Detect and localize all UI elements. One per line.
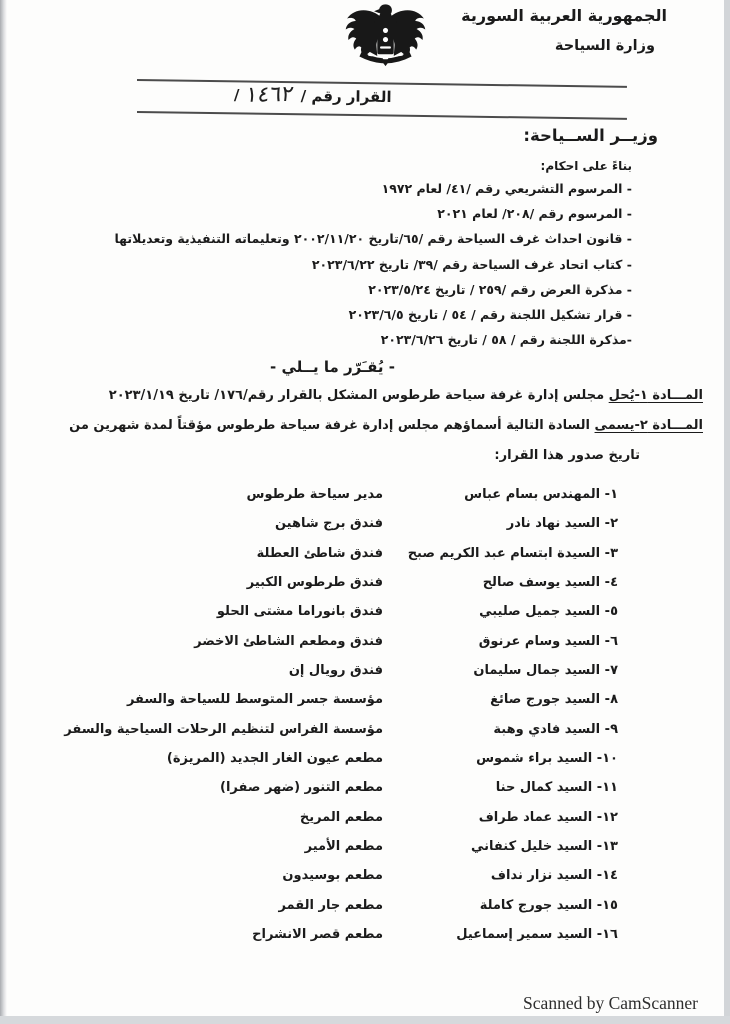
legal-basis-item: - قرار تشكيل اللجنة رقم / ٥٤ / تاريخ ٢٠٢٣/٦/٥	[348, 307, 632, 323]
member-row	[0, 806, 730, 835]
member-name	[479, 604, 618, 619]
member-full-name: السيد فادي وهبة	[493, 721, 601, 737]
member-entity: مطعم جار القمر	[278, 897, 383, 913]
member-row	[0, 688, 730, 717]
legal-basis-list	[114, 176, 632, 352]
decision-number-handwritten: ١٤٦٢	[245, 81, 297, 108]
member-full-name: السيد وسام عرنوق	[478, 633, 601, 649]
member-name	[408, 546, 618, 561]
legal-basis-item: - كتاب اتحاد غرف السياحة رقم /٣٩/ تاريخ ٢٠٢٣/٦/٢٢	[311, 256, 632, 272]
member-full-name: السيد كمال حنا	[495, 780, 593, 796]
member-number: ٦-	[604, 633, 618, 649]
member-full-name: السيد عماد طراف	[478, 809, 593, 825]
article-2-continuation: تاريخ صدور هذا القرار:	[494, 448, 640, 463]
member-number: ٨-	[604, 692, 618, 708]
member-entity: فندق طرطوس الكبير	[246, 575, 383, 591]
member-name	[496, 780, 618, 795]
legal-basis-item: -مذكرة اللجنة رقم / ٥٨ / تاريخ ٢٠٢٣/٦/٢٦	[380, 332, 632, 348]
member-name	[493, 722, 618, 737]
member-number: ١١-	[596, 780, 618, 796]
member-number: ١٠-	[596, 751, 618, 767]
member-name	[490, 692, 618, 707]
member-row	[0, 776, 730, 805]
camscanner-watermark: Scanned by CamScanner	[523, 993, 698, 1013]
member-row	[0, 747, 730, 776]
member-full-name: السيد جميل صليبي	[479, 604, 601, 620]
member-row	[0, 542, 730, 571]
member-full-name: السيد نهاد نادر	[506, 516, 601, 532]
legal-basis-item: - قانون احداث غرف السياحة رقم /٦٥/تاريخ ٢٠٠٢/١١/٢٠ وتعليماته التنفيذية وتعديلاتها	[114, 231, 632, 247]
decree-clause-heading: - يُقـَرّر ما يــلي -	[270, 358, 395, 376]
member-entity: فندق شاطئ العطلة	[256, 545, 383, 561]
member-row	[0, 894, 730, 923]
legal-basis-item: - مذكرة العرض رقم /٢٥٩ / تاريخ ٢٠٢٣/٥/٢٤	[368, 281, 632, 297]
member-entity: فندق ومطعم الشاطئ الاخضر	[194, 633, 383, 649]
member-entity: مؤسسة الفراس لتنظيم الرحلات السياحية والسفر	[64, 721, 383, 737]
member-name	[479, 810, 618, 825]
member-name	[464, 487, 618, 502]
member-number: ١٤-	[596, 868, 618, 884]
member-row	[0, 571, 730, 600]
member-entity: فندق بانوراما مشتى الحلو	[216, 604, 383, 620]
member-full-name: السيد خليل كنفاني	[471, 839, 593, 855]
member-name	[473, 663, 618, 678]
member-row	[0, 835, 730, 864]
member-name	[483, 575, 618, 590]
member-full-name: السيد جمال سليمان	[473, 663, 601, 679]
member-name	[471, 839, 618, 854]
article-2-head: المـــادة ٢-يسمى	[594, 418, 703, 433]
decision-number-line	[234, 81, 392, 108]
member-name	[491, 868, 618, 883]
member-entity: مطعم التنور (ضهر صفرا)	[220, 780, 383, 796]
member-entity: مطعم عيون الغار الجديد (المريزة)	[166, 751, 383, 767]
member-number: ٥-	[604, 604, 618, 620]
member-number: ١-	[604, 487, 618, 502]
member-entity: مطعم قصر الانشراح	[252, 927, 383, 943]
member-number: ١٦-	[596, 927, 618, 943]
member-entity: مطعم الأمير	[304, 839, 383, 855]
member-number: ١٥-	[596, 897, 618, 913]
member-row	[0, 923, 730, 952]
member-full-name: السيد جورج صائغ	[490, 692, 601, 708]
member-entity: مدير سياحة طرطوس	[246, 487, 383, 502]
member-number: ٤-	[604, 575, 618, 591]
member-row	[0, 864, 730, 893]
member-number: ٢-	[604, 516, 618, 532]
article-2	[69, 418, 703, 433]
member-entity: مطعم المريخ	[299, 809, 383, 825]
member-entity: مؤسسة جسر المتوسط للسياحة والسفر	[126, 692, 383, 708]
member-number: ٣-	[604, 545, 618, 561]
legal-basis-item: - المرسوم رقم /٢٠٨/ لعام ٢٠٢١	[437, 206, 632, 222]
republic-title: الجمهورية العربية السورية	[461, 6, 667, 25]
member-full-name: السيد نزار نداف	[490, 868, 593, 884]
member-number: ١٢-	[596, 809, 618, 825]
member-full-name: السيد براء شموس	[476, 751, 593, 767]
member-entity: مطعم بوسيدون	[282, 868, 383, 884]
ministry-title: وزارة السياحة	[554, 38, 655, 54]
member-name	[507, 516, 618, 531]
member-row	[0, 483, 730, 512]
minister-heading: وزيــر الســياحة:	[523, 126, 658, 145]
member-name	[480, 898, 618, 913]
member-row	[0, 600, 730, 629]
member-number: ٩-	[604, 721, 618, 737]
member-row	[0, 630, 730, 659]
member-full-name: السيد يوسف صالح	[482, 575, 601, 591]
decision-number-suffix: /	[234, 85, 241, 104]
decision-number-label: القرار رقم /	[301, 86, 393, 107]
legal-basis-heading: بناءً على احكام:	[540, 159, 632, 173]
member-full-name: السيد سمير إسماعيل	[456, 927, 593, 943]
board-members-list	[0, 483, 730, 953]
member-name	[476, 751, 618, 766]
member-row	[0, 512, 730, 541]
syrian-eagle-emblem-icon	[338, 3, 433, 67]
member-full-name: المهندس بسام عباس	[464, 487, 601, 502]
article-1-text: مجلس إدارة غرفة سياحة طرطوس المشكل بالقرار رقم/١٧٦/ تاريخ ٢٠٢٣/١/١٩	[108, 388, 609, 403]
article-1-head: المـــادة ١-يُحل	[608, 388, 703, 403]
article-1	[109, 388, 703, 403]
member-full-name: السيد جورج كاملة	[479, 897, 593, 913]
decision-box-rule-bottom	[137, 111, 627, 119]
member-row	[0, 718, 730, 747]
legal-basis-item: - المرسوم التشريعي رقم /٤١/ لعام ١٩٧٢	[381, 181, 632, 196]
member-row	[0, 659, 730, 688]
member-number: ١٣-	[596, 839, 618, 855]
member-number: ٧-	[604, 663, 618, 679]
article-2-text: السادة التالية أسماؤهم مجلس إدارة غرفة سياحة طرطوس مؤقتاً لمدة شهرين من	[69, 418, 595, 433]
member-entity: فندق رويال إن	[288, 663, 383, 679]
member-entity: فندق برج شاهين	[274, 516, 383, 532]
member-name	[479, 634, 618, 649]
member-name	[456, 927, 618, 942]
member-full-name: السيدة ابتسام عبد الكريم صبح	[407, 545, 601, 561]
scan-edge-bottom	[0, 1016, 730, 1024]
